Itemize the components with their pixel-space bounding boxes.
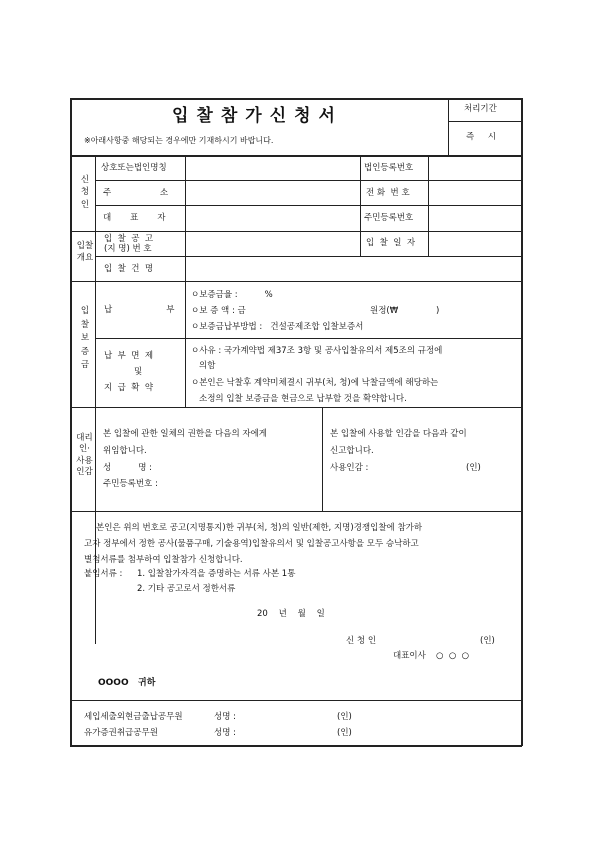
applicant-sign-mark: (인) <box>480 636 495 646</box>
exemption-reason-line-2: 의함 <box>199 361 216 371</box>
frame-right <box>521 98 523 746</box>
statement-line-2: 고자 정부에서 정한 공사(물품구매, 기술용역)입찰유의서 및 입찰공고사항을 모두 승낙하고 <box>84 539 419 549</box>
applicant-mid-divider-b <box>428 155 429 231</box>
statement-line-3: 별첨서류를 첨부하여 입찰참가 신청합니다. <box>84 555 243 565</box>
exemption-label-2: 및 <box>134 367 143 377</box>
header-divider <box>448 98 449 155</box>
applicant-mid-divider-a <box>360 155 361 231</box>
notice-number-label-2: (지 명) 번 호 <box>104 244 152 254</box>
applicant-section-bottom <box>70 231 522 232</box>
corp-reg-label: 법인등록번호 <box>364 163 414 173</box>
form-note: ※아래사항중 해당되는 경우에만 기재하시기 바랍니다. <box>84 136 274 145</box>
proxy-id-label: 주민등록번호 : <box>103 479 158 489</box>
phone-label: 전 화 번 호 <box>366 188 410 198</box>
bid-date-label: 입 찰 일 자 <box>366 238 416 248</box>
processing-divider <box>448 121 521 122</box>
proxy-mid-divider <box>322 407 323 511</box>
deposit-section-label: 입 찰 보 증 금 <box>80 306 90 371</box>
overview-section-bottom <box>70 281 522 282</box>
proxy-section-label: 대리 인· 사용 인감 <box>76 433 93 478</box>
officer-1-label: 세입세출외현금출납공무원 <box>84 712 183 722</box>
seal-report-line-1: 본 입찰에 사용할 인감을 다음과 같이 <box>330 429 467 439</box>
officer-2-mark: (인) <box>337 728 352 738</box>
officer-1-mark: (인) <box>337 712 352 722</box>
header-bottom <box>70 155 522 157</box>
ceo-value: ○ ○ ○ <box>436 651 470 661</box>
exemption-reason-line-1: ㅇ사유 : 국가계약법 제37조 3항 및 공사입찰유의서 제5조의 규정에 <box>191 346 443 356</box>
officer-1-name-label: 성명 : <box>214 712 236 722</box>
applicant-sign-label: 신 청 인 <box>346 636 377 646</box>
payment-label: 납 부 <box>104 305 175 315</box>
pledge-line-2: 소정의 입찰 보증금을 현금으로 납부할 것을 확약합니다. <box>199 394 407 404</box>
officer-2-label: 유가증권취급공무원 <box>84 728 158 738</box>
statement-line-1: 본인은 위의 번호로 공고(지명통지)한 귀부(처, 청)의 일반(제한, 지명)경쟁입찰에 참가하 <box>96 523 423 533</box>
deposit-amount-prefix: ㅇ보 증 액 : 금 <box>191 306 246 316</box>
frame-top <box>70 98 522 100</box>
resident-id-label: 주민등록번호 <box>364 213 414 223</box>
proxy-delegation-line-1: 본 입찰에 관한 일체의 권한을 다음의 자에게 <box>103 429 268 439</box>
ceo-label: 대표이사 <box>393 651 426 661</box>
representative-label: 대 표 자 <box>103 213 166 223</box>
exemption-label-3: 지 급 확 약 <box>104 383 154 393</box>
overview-mid-divider-a <box>360 231 361 256</box>
overview-row-1 <box>95 256 521 257</box>
proxy-name-label: 성 명 : <box>103 463 153 473</box>
seal-label: 사용인감 : <box>330 463 369 473</box>
processing-label: 처리기간 <box>464 104 497 114</box>
deposit-rate: ㅇ보증금율 : % <box>191 290 273 300</box>
company-name-label: 상호또는법인명칭 <box>101 163 167 173</box>
officer-2-name-label: 성명 : <box>214 728 236 738</box>
applicant-section-label: 신 청 인 <box>80 175 90 210</box>
pledge-line-1: ㅇ본인은 낙찰후 계약미체결시 귀부(처, 청)에 낙찰금액에 해당하는 <box>191 378 439 388</box>
exemption-label-1: 납 부 면 제 <box>104 351 154 361</box>
overview-mid-divider-b <box>428 231 429 256</box>
officers-divider <box>70 700 522 701</box>
form-title: 입찰참가신청서 <box>172 106 343 126</box>
attachment-item-1: 1. 입찰참가자격을 증명하는 서류 사본 1통 <box>137 569 296 579</box>
seal-mark: (인) <box>466 463 481 473</box>
overview-section-label: 입찰 개요 <box>76 241 94 264</box>
address-label: 주 소 <box>103 188 169 198</box>
processing-value: 즉 시 <box>466 132 496 142</box>
attachments-label: 붙임서류 : <box>84 569 123 579</box>
applicant-row-1 <box>95 180 521 181</box>
deposit-row-1 <box>95 338 521 339</box>
applicant-row-2 <box>95 205 521 206</box>
frame-left <box>70 98 72 746</box>
deposit-amount-suffix: 원정(₩ ) <box>370 306 440 316</box>
deposit-label-divider <box>185 281 186 407</box>
deposit-section-bottom <box>70 407 522 408</box>
deposit-method: ㅇ보증금납부방법 : 건설공제조합 입찰보증서 <box>191 322 364 332</box>
proxy-section-bottom <box>70 511 522 512</box>
seal-report-line-2: 신고합니다. <box>330 446 374 456</box>
attachment-item-2: 2. 기타 공고로서 정한서류 <box>137 584 236 594</box>
statement-date: 20 년 월 일 <box>257 609 325 619</box>
addressee: OOOO 귀하 <box>98 678 156 688</box>
applicant-label-divider <box>185 155 186 281</box>
frame-bottom <box>70 745 522 747</box>
bid-item-label: 입 찰 건 명 <box>104 264 154 274</box>
notice-number-label-1: 입 찰 공 고 <box>104 234 154 244</box>
proxy-delegation-line-2: 위임합니다. <box>103 446 147 456</box>
